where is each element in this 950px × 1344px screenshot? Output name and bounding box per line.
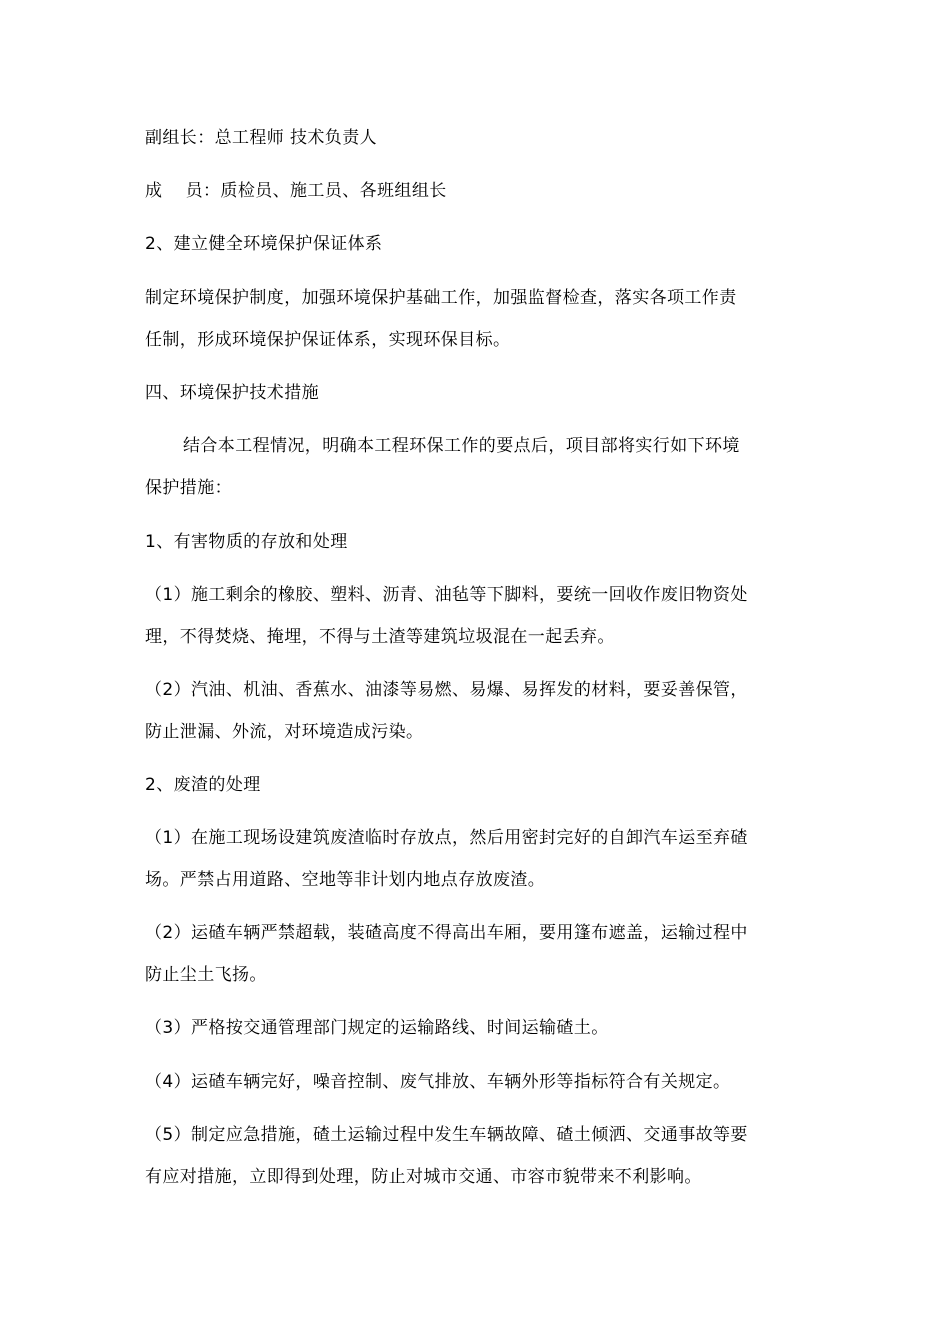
- section-heading: 2、废渣的处理: [145, 775, 261, 795]
- list-item-line: （2）汽油、机油、香蕉水、油漆等易燃、易爆、易挥发的材料，要妥善保管，: [145, 680, 748, 700]
- list-item-line: （3）严格按交通管理部门规定的运输路线、时间运输碴土。: [145, 1018, 609, 1038]
- members-line: 成 员：质检员、施工员、各班组组长: [145, 181, 447, 201]
- list-item-line: （2）运碴车辆严禁超载，装碴高度不得高出车厢，要用篷布遮盖，运输过程中: [145, 923, 748, 943]
- list-item-line: （1）施工剩余的橡胶、塑料、沥青、油毡等下脚料，要统一回收作废旧物资处: [145, 585, 748, 605]
- section-heading: 1、有害物质的存放和处理: [145, 532, 348, 552]
- list-item-line: 防止泄漏、外流，对环境造成污染。: [145, 722, 424, 742]
- list-item-line: （4）运碴车辆完好，噪音控制、废气排放、车辆外形等指标符合有关规定。: [145, 1072, 731, 1092]
- paragraph-line: 保护措施：: [145, 478, 232, 498]
- list-item-line: 防止尘土飞扬。: [145, 965, 267, 985]
- paragraph-line: 结合本工程情况，明确本工程环保工作的要点后，项目部将实行如下环境: [183, 436, 740, 456]
- list-item-line: 理，不得焚烧、掩埋，不得与土渣等建筑垃圾混在一起丢弃。: [145, 627, 615, 647]
- list-item-line: 有应对措施，立即得到处理，防止对城市交通、市容市貌带来不利影响。: [145, 1167, 702, 1187]
- list-item-line: 场。严禁占用道路、空地等非计划内地点存放废渣。: [145, 870, 546, 890]
- section-heading: 2、建立健全环境保护保证体系: [145, 234, 383, 254]
- list-item-line: （5）制定应急措施，碴土运输过程中发生车辆故障、碴土倾洒、交通事故等要: [145, 1125, 748, 1145]
- paragraph-line: 制定环境保护制度，加强环境保护基础工作，加强监督检查，落实各项工作责: [145, 288, 737, 308]
- paragraph-line: 任制，形成环境保护保证体系，实现环保目标。: [145, 330, 511, 350]
- list-item-line: （1）在施工现场设建筑废渣临时存放点，然后用密封完好的自卸汽车运至弃碴: [145, 828, 748, 848]
- section-heading: 四、环境保护技术措施: [145, 383, 319, 403]
- deputy-leader-line: 副组长：总工程师 技术负责人: [145, 128, 378, 148]
